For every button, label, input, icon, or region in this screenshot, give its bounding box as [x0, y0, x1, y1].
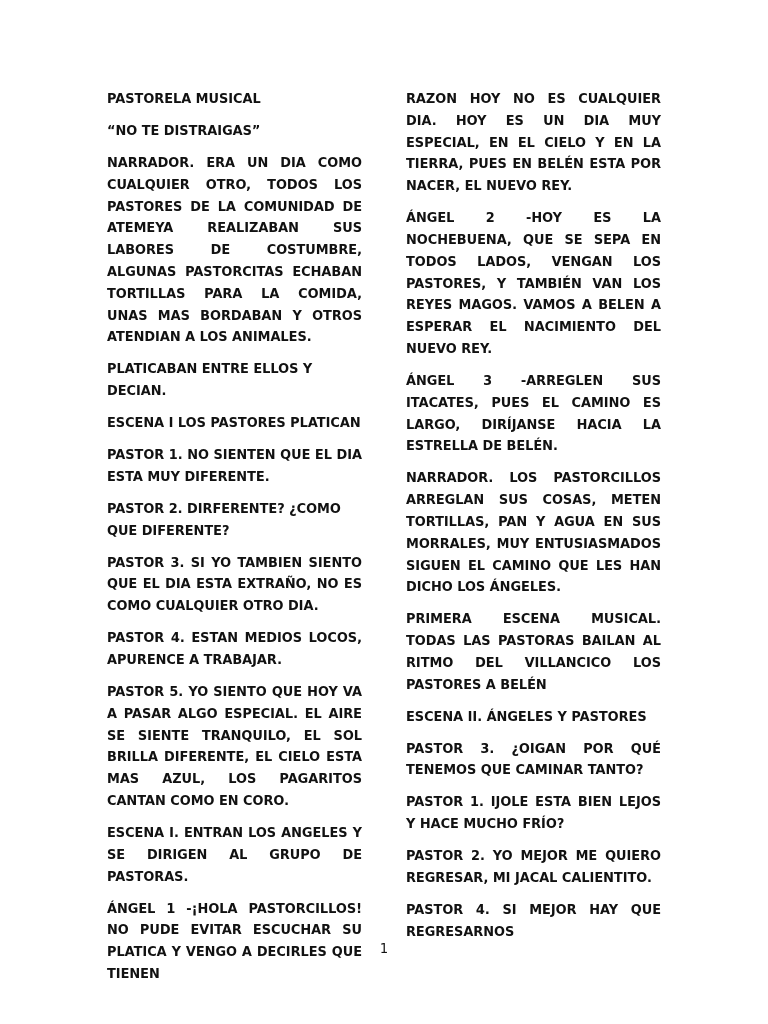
scene-heading-1: ESCENA I LOS PASTORES PLATICAN — [107, 416, 361, 432]
scene-heading-angeles: ESCENA I. ENTRAN LOS ANGELES Y SE DIRIGEN AL GRUPO DE PASTORAS. — [107, 825, 362, 885]
subtitle: “NO TE DISTRAIGAS” — [107, 123, 261, 139]
paragraph-pastor-2: PASTOR 2. DIRFERENTE? ¿COMO QUE DIFERENTE? — [107, 501, 341, 539]
paragraph-narrador-intro: NARRADOR. ERA UN DIA COMO CUALQUIER OTRO, TODOS LOS PASTORES DE LA COMUNIDAD DE ATEMEYA REALIZABAN SUS LABORES DE COSTUMBRE, ALGUNAS PASTORCITAS ECHABAN TORTILLAS PARA LA COMIDA, UNAS MAS BORDABAN Y OTROS ATENDIAN A LOS ANIMALES. — [107, 155, 362, 346]
paragraph-angel-2: ÁNGEL 2 -HOY ES LA NOCHEBUENA, QUE SE SEPA EN TODOS LADOS, VENGAN LOS PASTORES, Y TAMBIÉN VAN LOS REYES MAGOS. VAMOS A BELEN A ESPERAR EL NACIMIENTO DEL NUEVO REY. — [406, 211, 661, 357]
paragraph-pastor-3: PASTOR 3. SI YO TAMBIEN SIENTO QUE EL DIA ESTA EXTRAÑO, NO ES COMO CUALQUIER OTRO DIA. — [107, 555, 362, 615]
paragraph-angel-3: ÁNGEL 3 -ARREGLEN SUS ITACATES, PUES EL CAMINO ES LARGO, DIRÍJANSE HACIA LA ESTRELLA DE BELÉN. — [406, 373, 661, 455]
right-column — [406, 89, 661, 954]
paragraph-pastor-1b: PASTOR 1. IJOLE ESTA BIEN LEJOS Y HACE MUCHO FRÍO? — [406, 795, 661, 833]
paragraph-pastor-5: PASTOR 5. YO SIENTO QUE HOY VA A PASAR ALGO ESPECIAL. EL AIRE SE SIENTE TRANQUILO, EL SOL BRILLA DIFERENTE, EL CIELO ESTA MAS AZUL, LOS PAGARITOS CANTAN COMO EN CORO. — [107, 685, 362, 809]
paragraph-pastor-1: PASTOR 1. NO SIENTEN QUE EL DIA ESTA MUY DIFERENTE. — [107, 448, 362, 485]
paragraph-platicaban: PLATICABAN ENTRE ELLOS Y DECIAN. — [107, 362, 313, 400]
paragraph-pastor-4b: PASTOR 4. SI MEJOR HAY QUE REGRESARNOS — [406, 902, 661, 940]
paragraph-narrador-2: NARRADOR. LOS PASTORCILLOS ARREGLAN SUS COSAS, METEN TORTILLAS, PAN Y AGUA EN SUS MORRALES, MUY ENTUSIASMADOS SIGUEN EL CAMINO QUE LES HAN DICHO LOS ÁNGELES. — [406, 471, 661, 596]
paragraph-escena-musical: PRIMERA ESCENA MUSICAL. TODAS LAS PASTORAS BAILAN AL RITMO DEL VILLANCICO LOS PASTORES A BELÉN — [406, 612, 661, 693]
paragraph-pastor-4: PASTOR 4. ESTAN MEDIOS LOCOS, APURENCE A TRABAJAR. — [107, 631, 362, 669]
paragraph-angel-1-cont: RAZON HOY NO ES CUALQUIER DIA. HOY ES UN DIA MUY ESPECIAL, EN EL CIELO Y EN LA TIERRA, PUES EN BELÉN ESTA POR NACER, EL NUEVO REY. — [406, 92, 661, 195]
title: PASTORELA MUSICAL — [107, 92, 261, 107]
left-column — [107, 89, 362, 996]
paragraph-pastor-3b: PASTOR 3. ¿OIGAN POR QUÉ TENEMOS QUE CAMINAR TANTO? — [406, 741, 661, 779]
paragraph-pastor-2b: PASTOR 2. YO MEJOR ME QUIERO REGRESAR, MI JACAL CALIENTITO. — [406, 849, 661, 886]
paragraph-angel-1: ÁNGEL 1 -¡HOLA PASTORCILLOS! NO PUDE EVITAR ESCUCHAR SU PLATICA Y VENGO A DECIRLES QUE TIENEN — [107, 901, 362, 982]
scene-heading-2: ESCENA II. ÁNGELES Y PASTORES — [406, 709, 647, 725]
page-number: 1 — [379, 942, 389, 957]
